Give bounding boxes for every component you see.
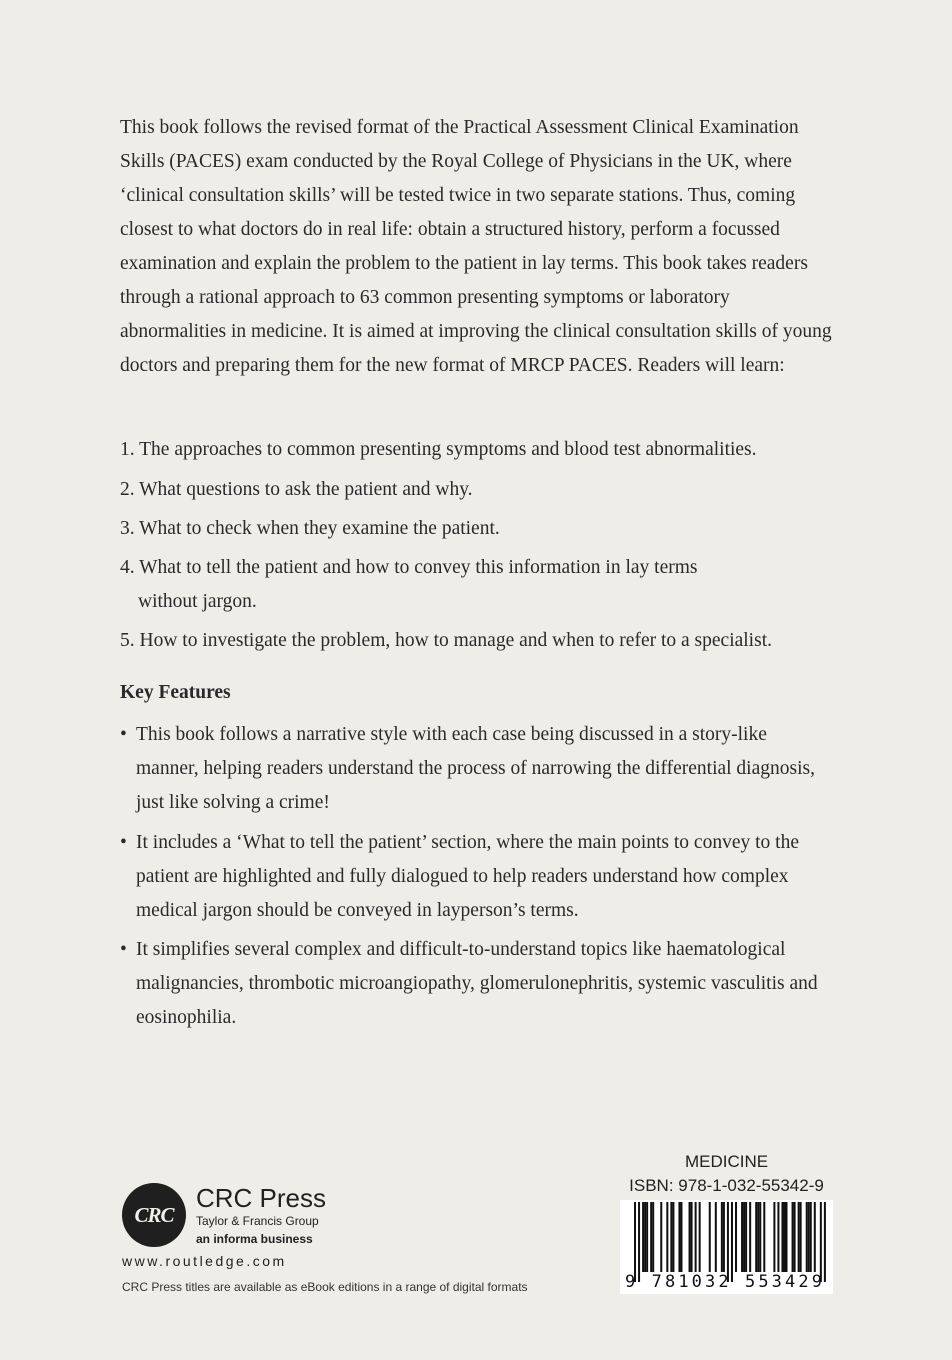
key-features-heading: Key Features: [120, 682, 231, 703]
key-feature-text: This book follows a narrative style with each case being discussed in a story-like manner, helping readers understand the process of narrowing the differential diagnosis, just like solving a crime!: [136, 724, 815, 813]
barcode-bar: [638, 1202, 640, 1282]
learning-item-line: without jargon.: [138, 591, 257, 612]
barcode-bar: [745, 1202, 747, 1272]
barcode-bar: [646, 1202, 648, 1272]
bullet-icon: •: [120, 724, 127, 745]
barcode-bar: [757, 1202, 759, 1272]
barcode-bar: [820, 1202, 822, 1282]
publisher-group: Taylor & Francis Group: [196, 1214, 319, 1228]
barcode-bar: [808, 1202, 810, 1272]
barcode-bar: [680, 1202, 682, 1272]
publisher-block: [122, 1183, 542, 1303]
learning-item: 3. What to check when they examine the patient.: [120, 518, 500, 539]
barcode-bar: [755, 1202, 757, 1272]
barcode-bar: [691, 1202, 693, 1272]
barcode-bar: [678, 1202, 680, 1272]
key-feature-item: [120, 826, 832, 928]
barcode-bar: [806, 1202, 808, 1272]
barcode-bar: [634, 1202, 636, 1282]
key-feature-text: It simplifies several complex and difficult-to-understand topics like haematological malignancies, thrombotic microangiopathy, glomerulonephritis, systemic vasculitis and eosinophilia.: [136, 939, 818, 1028]
barcode-bar: [660, 1202, 662, 1272]
learning-item: 1. The approaches to common presenting symptoms and blood test abnormalities.: [120, 439, 757, 460]
barcode-bar: [731, 1202, 733, 1282]
barcode-bar: [792, 1202, 794, 1272]
intro-paragraph: This book follows the revised format of the Practical Assessment Clinical Examination Skills (PACES) exam conducted by the Royal College of Physicians in the UK, where ‘clinical consultation skills’ will be tested twice in two separate stations. Thus, coming closest to what doctors do in real life: obtain a structured history, perform a focussed examination and explain the problem to the patient in lay terms. This book takes readers through a rational approach to 63 common presenting symptoms or laboratory abnormalities in medicine. It is aimed at improving the clinical consultation skills of young doctors and preparing them for the new format of MRCP PACES. Readers will learn:: [120, 117, 832, 376]
bullet-icon: •: [120, 832, 127, 853]
barcode-bar: [695, 1202, 697, 1272]
barcode-bar: [715, 1202, 717, 1272]
bullet-icon: •: [120, 939, 127, 960]
barcode-bar: [721, 1202, 723, 1272]
barcode-bar: [672, 1202, 674, 1272]
barcode: [620, 1200, 833, 1294]
barcode-bar: [723, 1202, 725, 1272]
barcode-bar: [666, 1202, 668, 1272]
barcode-bar: [689, 1202, 691, 1272]
barcode-bar: [759, 1202, 761, 1272]
key-feature-text: It includes a ‘What to tell the patient’ section, where the main points to convey to the patient are highlighted and fully dialogued to help readers understand how complex medical jargon should be conveyed in layperson’s terms.: [136, 832, 799, 921]
barcode-bar: [781, 1202, 783, 1272]
publisher-website[interactable]: www.routledge.com: [122, 1253, 287, 1269]
barcode-digits: 9 781032 553429: [625, 1272, 826, 1292]
barcode-bar: [743, 1202, 745, 1272]
isbn-label: ISBN: 978-1-032-55342-9: [629, 1176, 824, 1195]
barcode-bar: [800, 1202, 802, 1272]
learning-item-line: 4. What to tell the patient and how to convey this information in lay terms: [120, 557, 698, 578]
learning-item: [120, 551, 760, 619]
learning-item: 5. How to investigate the problem, how to manage and when to refer to a specialist.: [120, 630, 772, 651]
barcode-bar: [763, 1202, 765, 1272]
barcode-bar: [650, 1202, 652, 1272]
key-feature-item: [120, 718, 832, 820]
crc-logo: CRC: [122, 1183, 186, 1247]
publisher-business: an informa business: [196, 1232, 313, 1246]
learning-item: 2. What questions to ask the patient and why.: [120, 479, 473, 500]
barcode-bar: [727, 1202, 729, 1282]
barcode-bar: [773, 1202, 775, 1272]
barcode-bar: [735, 1202, 737, 1272]
barcode-bar: [783, 1202, 785, 1272]
publisher-name: CRC Press: [196, 1183, 327, 1213]
barcode-bar: [741, 1202, 743, 1272]
barcode-bar: [709, 1202, 711, 1272]
barcode-bar: [798, 1202, 800, 1272]
barcode-bar: [786, 1202, 788, 1272]
subject-category: MEDICINE: [684, 1152, 769, 1171]
barcode-bar: [749, 1202, 751, 1272]
barcode-bar: [652, 1202, 654, 1272]
barcode-bar: [777, 1202, 779, 1272]
barcode-bar: [824, 1202, 826, 1282]
key-feature-item: [120, 933, 832, 1035]
barcode-block: [620, 1152, 833, 1294]
barcode-bar: [814, 1202, 816, 1272]
barcode-bar: [810, 1202, 812, 1272]
barcode-bar: [642, 1202, 644, 1272]
barcode-bar: [670, 1202, 672, 1272]
ebook-note: CRC Press titles are available as eBook editions in a range of digital formats: [122, 1280, 528, 1294]
barcode-bar: [794, 1202, 796, 1272]
barcode-bar: [644, 1202, 646, 1272]
barcode-bar: [699, 1202, 701, 1272]
